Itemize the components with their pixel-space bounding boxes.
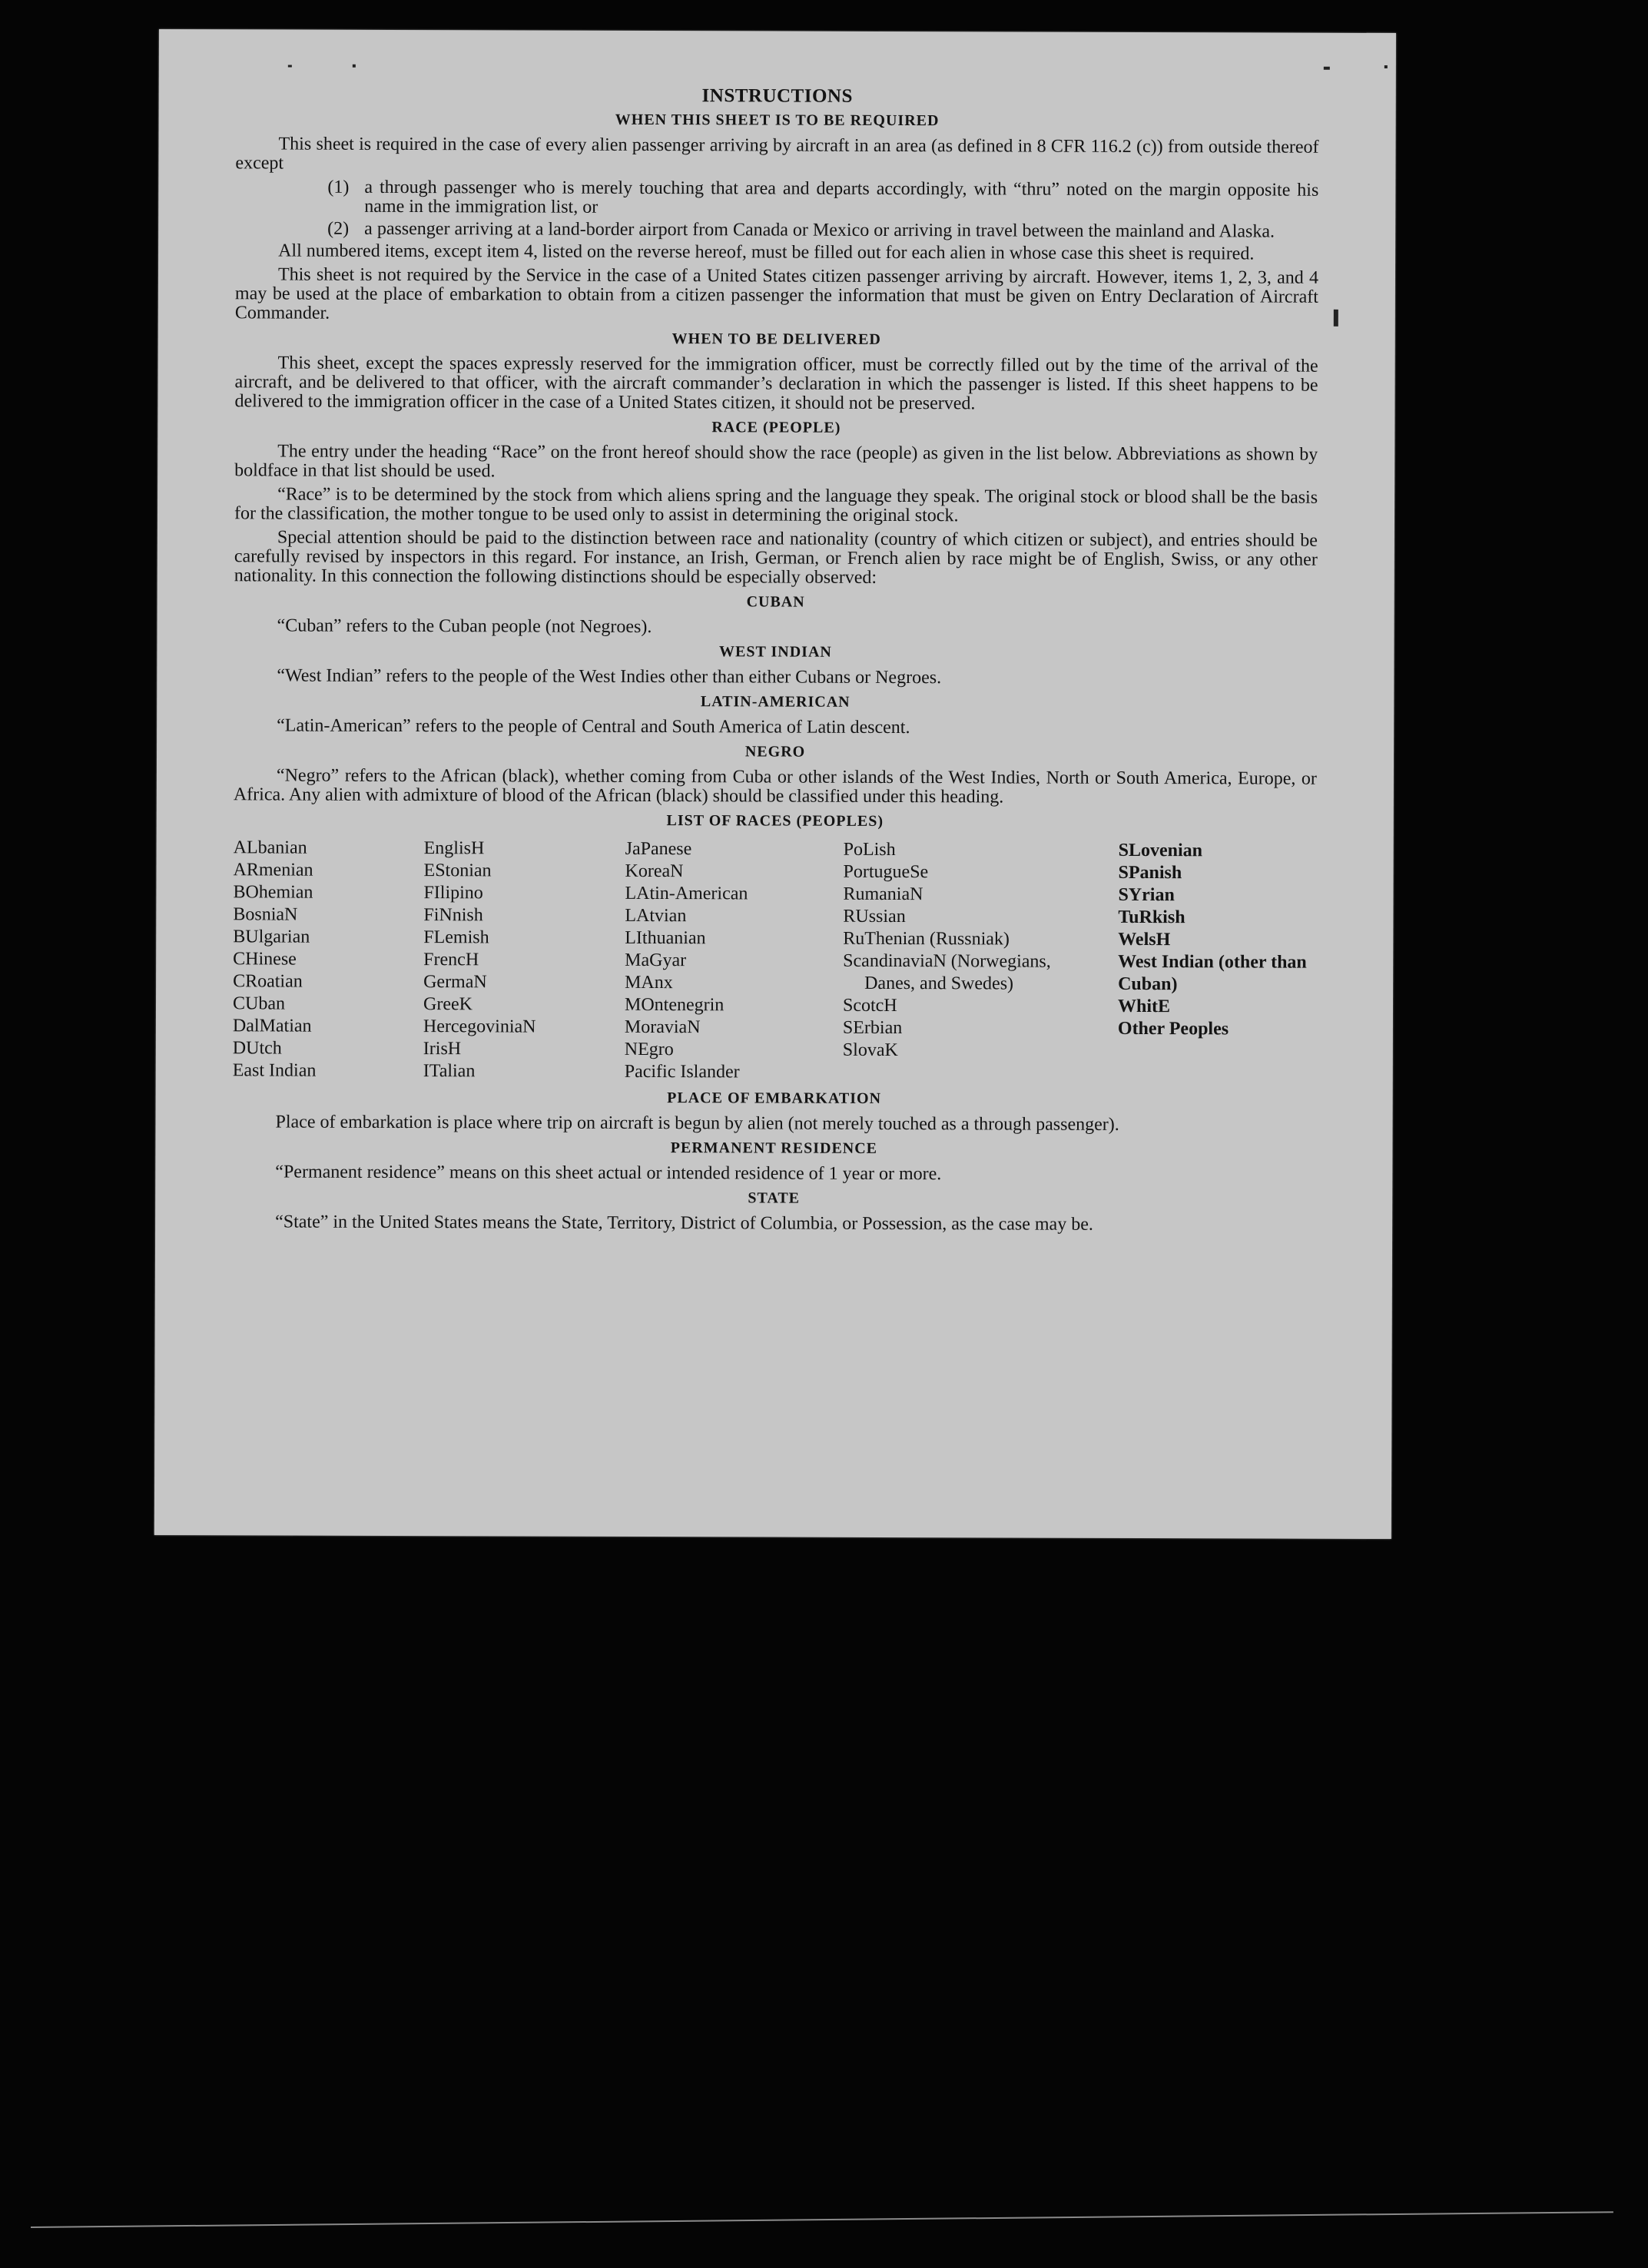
race-entry: East Indian — [232, 1060, 317, 1081]
document-page — [154, 29, 1396, 1539]
race-entry: BosniaN — [233, 904, 298, 925]
race-entry: SPanish — [1118, 862, 1182, 884]
race-entry: CUban — [232, 993, 286, 1014]
race-entry: FIlipino — [423, 883, 483, 904]
page-title: INSTRUCTIONS — [701, 85, 853, 107]
race-entry: GreeK — [423, 994, 473, 1015]
heading-race: RACE (PEOPLE) — [711, 419, 841, 436]
race-entry: FrencH — [423, 950, 479, 970]
race-entry: LAtin-American — [625, 883, 748, 904]
speck — [1324, 67, 1330, 70]
speck — [1334, 310, 1338, 327]
race-entry: MoraviaN — [624, 1016, 701, 1038]
heading-permanent-residence: PERMANENT RESIDENCE — [670, 1139, 878, 1157]
race-entry: RumaniaN — [843, 884, 923, 905]
paragraph: This sheet, except the spaces expressly reserved for the immigration officer, must be correctly filled out by the time of the arrival of the aircraft, and be delivered to that officer, with the aircraft commander’s declaration in which the passenger is listed. If this sheet happens to be delivered to the immigration officer in the case of a United States citizen, it should not be preserved. — [234, 353, 1318, 414]
race-entry: WhitE — [1117, 996, 1171, 1017]
list-item — [327, 220, 1318, 242]
race-entry: RuThenian (Russniak) — [843, 928, 1010, 950]
paragraph: This sheet is not required by the Service in the case of a United States citizen passenger arriving by aircraft. However, items 1, 2, 3, and 4 may be used at the place of embarkation to obtain from a citizen passenger the information that must be given on Entry Declaration of Aircraft Commander. — [234, 264, 1319, 323]
race-entry: PortugueSe — [843, 861, 929, 883]
heading-embarkation: PLACE OF EMBARKATION — [667, 1089, 882, 1107]
speck — [1384, 65, 1388, 68]
item-text: a passenger arriving at a land-border airport from Canada or Mexico or arriving in travel between the mainland and Alaska. — [364, 218, 1275, 242]
races-column — [233, 837, 424, 1083]
races-column — [625, 838, 844, 1084]
race-entry: CHinese — [233, 949, 297, 970]
paragraph: Place of embarkation is place where trip on aircraft is begun by alien (not merely touched as a through passenger). — [275, 1112, 1119, 1135]
race-entry: KoreaN — [625, 860, 684, 882]
race-entry: JaPanese — [625, 838, 692, 860]
paragraph: All numbered items, except item 4, listed on the reverse hereof, must be filled out for each alien in whose case this sheet is required. — [278, 240, 1255, 264]
race-entry: BOhemian — [233, 882, 313, 903]
speck — [353, 65, 356, 68]
race-entry: ScandinaviaN (Norwegians, Danes, and Swedes) — [843, 950, 1051, 994]
race-entry: SlovaK — [842, 1040, 898, 1061]
paragraph: “West Indian” refers to the people of the West Indies other than either Cubans or Negroes. — [277, 665, 942, 688]
item-number: (2) — [327, 218, 350, 239]
race-entry: MAnx — [625, 972, 673, 993]
heading-list-of-races: LIST OF RACES (PEOPLES) — [666, 812, 884, 830]
race-entry: SErbian — [842, 1017, 903, 1039]
race-entry: FLemish — [423, 927, 489, 948]
race-entry: LAtvian — [625, 905, 687, 927]
paragraph: Special attention should be paid to the distinction between race and nationality (country of which citizen or subject), and entries should be carefully revised by inspectors in this regard. For instance, an Irish, German, or French alien by race might be of English, Swiss, or any other nationality. In this connection the following distinctions should be especially observed: — [234, 527, 1318, 588]
heading-west-indian: WEST INDIAN — [719, 643, 832, 661]
races-column — [1118, 840, 1311, 1086]
heading-negro: NEGRO — [744, 743, 806, 761]
race-entry: ARmenian — [233, 860, 313, 880]
race-entry: ScotcH — [842, 995, 897, 1016]
races-table — [233, 837, 1317, 1085]
race-entry: TuRkish — [1118, 907, 1185, 928]
scan-edge-line — [31, 2211, 1613, 2228]
race-entry: ALbanian — [233, 837, 307, 858]
paragraph: “Latin-American” refers to the people of Central and South America of Latin descent. — [277, 715, 910, 738]
item-text: a through passenger who is merely touching that area and departs accordingly, with “thru” noted on the margin opposite his name in the immigration list, or — [364, 177, 1319, 217]
race-entry: SLovenian — [1118, 840, 1203, 861]
paragraph: “Cuban” refers to the Cuban people (not Negroes). — [277, 615, 652, 638]
race-entry: DUtch — [232, 1038, 282, 1059]
item-number: (1) — [327, 177, 350, 197]
races-column — [843, 839, 1066, 1085]
race-entry: ITalian — [423, 1061, 476, 1082]
paragraph: “State” in the United States means the State, Territory, District of Columbia, or Possession, as the case may be. — [275, 1212, 1093, 1235]
race-entry: SYrian — [1118, 884, 1175, 906]
race-entry: LIthuanian — [625, 927, 706, 949]
race-entry: RUssian — [843, 906, 906, 927]
race-entry: EStonian — [423, 860, 492, 881]
race-entry: GermaN — [423, 972, 487, 993]
heading-when-required: WHEN THIS SHEET IS TO BE REQUIRED — [615, 111, 940, 130]
paragraph: “Negro” refers to the African (black), whether coming from Cuba or other islands of the West Indies, North or South America, Europe, or Africa. Any alien with admixture of blood of the African (black) should be classified under this heading. — [233, 765, 1317, 807]
race-entry: MaGyar — [625, 950, 687, 971]
heading-state: STATE — [748, 1189, 801, 1207]
speck — [288, 65, 292, 68]
paragraph: This sheet is required in the case of every alien passenger arriving by aircraft in an area (as defined in 8 CFR 116.2 (c)) from outside thereof except — [235, 134, 1319, 174]
paragraph: “Race” is to be determined by the stock from which aliens spring and the language they speak. The original stock or blood shall be the basis for the classification, the mother tongue to be used only to assist in determining the original stock. — [234, 484, 1318, 526]
race-entry: Pacific Islander — [624, 1061, 740, 1083]
heading-latin-american: LATIN-AMERICAN — [700, 693, 851, 711]
race-entry: NEgro — [624, 1039, 674, 1060]
race-entry: WelsH — [1118, 929, 1171, 950]
races-column — [423, 837, 625, 1083]
race-entry: MOntenegrin — [624, 994, 725, 1016]
instructions-body — [232, 85, 1319, 1239]
list-item — [327, 178, 1318, 220]
race-entry: PoLish — [843, 839, 896, 860]
race-entry: HercegoviniaN — [423, 1016, 536, 1037]
race-entry: DalMatian — [232, 1016, 312, 1036]
race-entry: Other Peoples — [1117, 1018, 1229, 1040]
race-entry: CRoatian — [233, 971, 303, 992]
paragraph: “Permanent residence” means on this sheet actual or intended residence of 1 year or more. — [275, 1162, 942, 1185]
heading-when-delivered: WHEN TO BE DELIVERED — [671, 330, 881, 348]
paragraph: The entry under the heading “Race” on the front hereof should show the race (people) as given in the list below. Abbreviations as shown by boldface in that list should be used. — [234, 441, 1318, 482]
race-entry: EnglisH — [423, 838, 485, 859]
race-entry: West Indian (other than Cuban) — [1118, 951, 1307, 995]
heading-cuban: CUBAN — [746, 593, 805, 611]
race-entry: IrisH — [423, 1039, 462, 1059]
race-entry: BUlgarian — [233, 927, 310, 947]
race-entry: FiNnish — [423, 905, 483, 926]
